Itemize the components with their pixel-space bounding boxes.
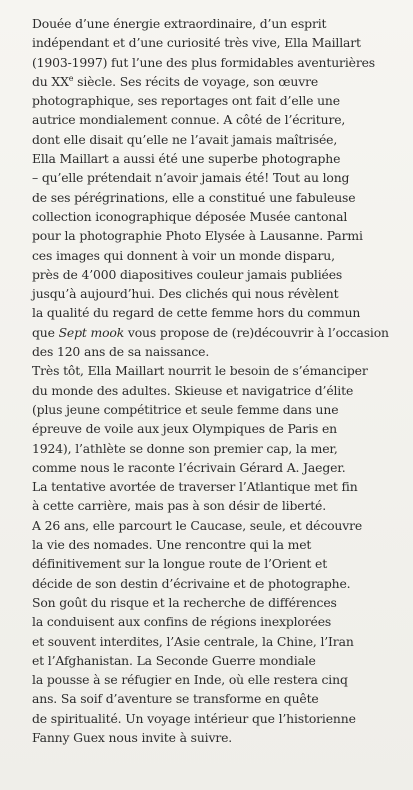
text-line (32, 72, 391, 91)
text-line: la conduisent aux confins de régions inexplorées (32, 614, 332, 630)
text-line: dont elle disait qu’elle ne l’avait jamais maîtrisée, (32, 131, 338, 147)
italic-title: Sept mook (58, 324, 125, 340)
text-line: pour la photographie Photo Elysée à Lausanne. Parmi (32, 228, 363, 244)
text-line: épreuve de voile aux jeux Olympiques de Paris en (32, 421, 337, 437)
text-line: décide de son destin d’écrivaine et de photographe. (32, 575, 351, 591)
text-segment: siècle. Ses récits de voyage, son œuvre (73, 73, 319, 89)
article-body (32, 14, 391, 747)
text-segment: vous propose de (re)découvrir à l’occasion (124, 324, 389, 340)
text-line: jusqu’à aujourd’hui. Des clichés qui nous révèlent (32, 286, 339, 302)
superscript: e (68, 73, 74, 83)
text-line: indépendant et d’une curiosité très vive, Ella Maillart (32, 35, 361, 51)
text-line: autrice mondialement connue. A côté de l’écriture, (32, 112, 346, 128)
text-line: Douée d’une énergie extraordinaire, d’un esprit (32, 16, 327, 31)
text-line: et l’Afghanistan. La Seconde Guerre mondiale (32, 652, 316, 668)
text-line: Ella Maillart a aussi été une superbe photographe (32, 151, 341, 167)
text-line: (1903-1997) fut l’une des plus formidables aventurières (32, 54, 375, 70)
text-line: la vie des nomades. Une rencontre qui la met (32, 537, 312, 553)
text-line: comme nous le raconte l’écrivain Gérard A. Jaeger. (32, 459, 346, 475)
text-line (32, 323, 391, 342)
text-line: de spiritualité. Un voyage intérieur que l’historienne (32, 710, 356, 726)
text-line: – qu’elle prétendait n’avoir jamais été! Tout au long (32, 170, 350, 186)
paragraph-3 (32, 516, 391, 748)
text-line: (plus jeune compétitrice et seule femme dans une (32, 401, 339, 417)
text-line: A 26 ans, elle parcourt le Caucase, seule, et découvre (32, 517, 363, 533)
paragraph-2 (32, 361, 391, 515)
text-line: définitivement sur la longue route de l’Orient et (32, 556, 328, 572)
text-line: la qualité du regard de cette femme hors du commun (32, 305, 361, 321)
text-line: de ses pérégrinations, elle a constitué une fabuleuse (32, 189, 356, 205)
paragraph-1 (32, 14, 391, 361)
text-line: à cette carrière, mais pas à son désir de liberté. (32, 498, 327, 514)
text-line: et souvent interdites, l’Asie centrale, la Chine, l’Iran (32, 633, 354, 649)
text-line: du monde des adultes. Skieuse et navigatrice d’élite (32, 382, 354, 398)
text-line: photographique, ses reportages ont fait d’elle une (32, 93, 340, 109)
text-line: Son goût du risque et la recherche de différences (32, 594, 337, 610)
text-line: Fanny Guex nous invite à suivre. (32, 729, 233, 745)
text-line: Très tôt, Ella Maillart nourrit le besoin de s’émanciper (32, 363, 368, 379)
text-segment: que (32, 324, 59, 340)
text-line: La tentative avortée de traverser l’Atlantique met fin (32, 479, 358, 495)
text-line: des 120 ans de sa naissance. (32, 344, 210, 360)
text-line: 1924), l’athlète se donne son premier cap, la mer, (32, 440, 338, 456)
text-line: ans. Sa soif d’aventure se transforme en quête (32, 691, 319, 707)
text-line: collection iconographique déposée Musée cantonal (32, 208, 348, 224)
text-line: la pousse à se réfugier en Inde, où elle restera cinq (32, 672, 348, 688)
text-line: ces images qui donnent à voir un monde disparu, (32, 247, 335, 263)
text-line: près de 4’000 diapositives couleur jamais publiées (32, 266, 343, 282)
text-segment: du XX (32, 73, 69, 89)
